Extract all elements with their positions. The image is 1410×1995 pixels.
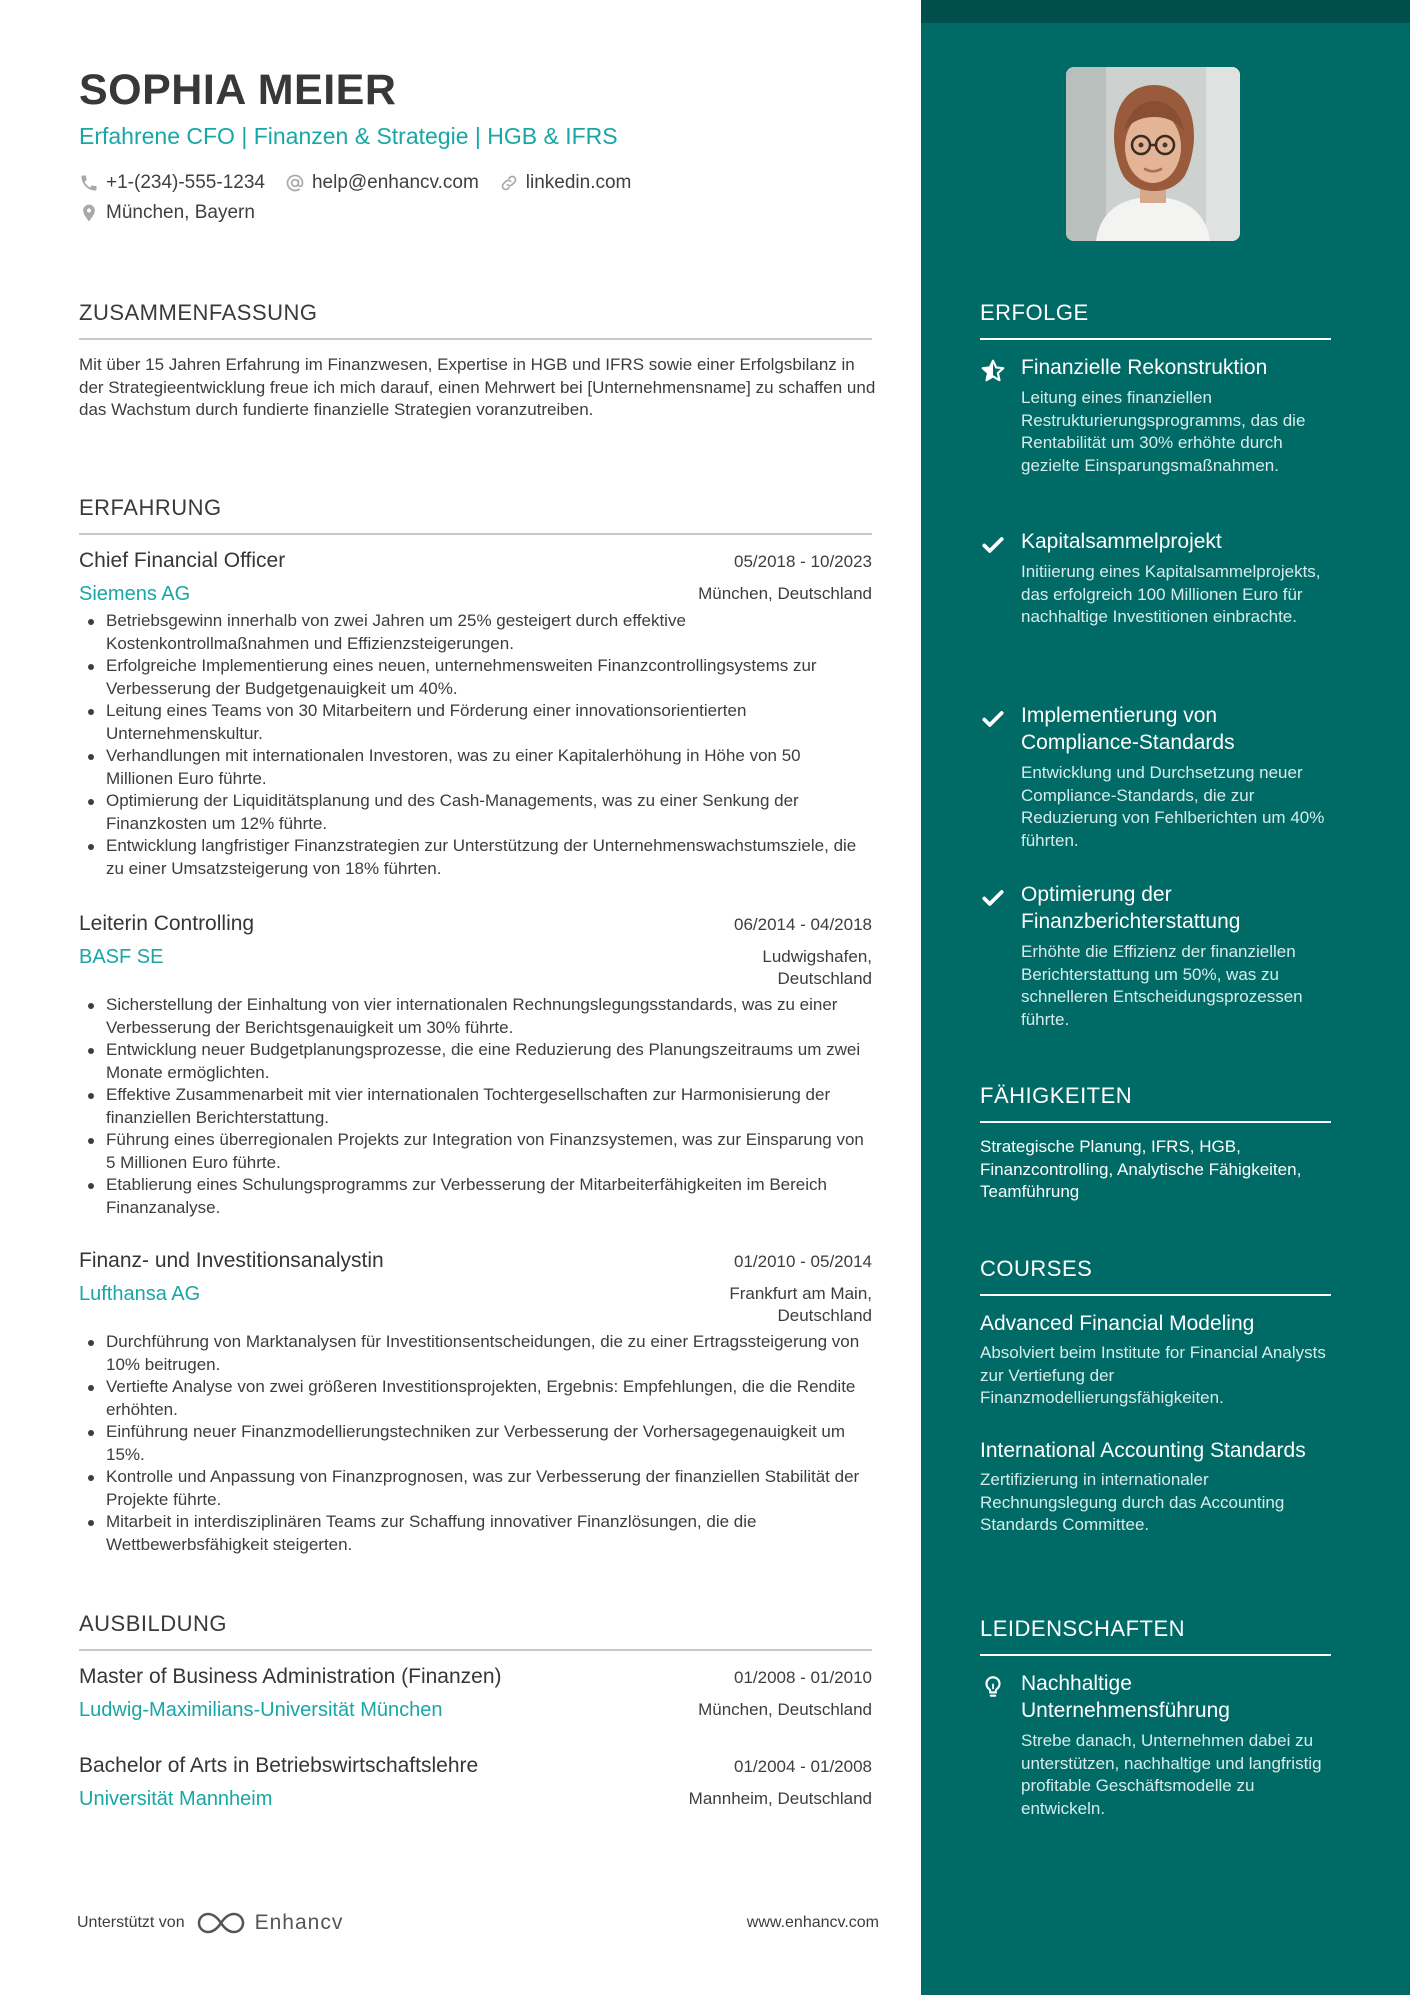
footer [77,1910,879,1936]
candidate-name: SOPHIA MEIER [79,66,397,114]
sidebar-top-band [921,0,1410,23]
passion-title: Nachhaltige Unternehmensführung [1021,1672,1230,1722]
bullet-item: Erfolgreiche Implementierung eines neuen, unternehmensweiten Finanzcontrollingsystems zur Verbesserung der Budgetgenauigkeit um 40%. [79,655,872,700]
achievement-item [980,881,1340,1031]
contact-info [79,168,651,228]
achievement-description: Leitung eines finanziellen Restrukturierungsprogramms, das die Rentabilität um 30% erhöhte durch gezielte Einsparungsmaßnahmen. [1021,388,1306,475]
linkedin-text: linkedin.com [525,172,632,193]
achievement-title: Finanzielle Rekonstruktion [1021,356,1268,379]
school-name: Universität Mannheim [79,1788,273,1810]
passions-divider [980,1654,1331,1656]
website-link[interactable]: www.enhancv.com [746,1914,879,1931]
experience-entry [79,912,872,1219]
achievements-divider [980,338,1331,340]
degree-title: Master of Business Administration (Finanzen) [79,1665,502,1688]
bullet-item: Effektive Zusammenarbeit mit vier internationalen Tochtergesellschaften zur Harmonisierung der finanziellen Berichterstattung. [79,1084,872,1129]
job-title: Leiterin Controlling [79,912,255,935]
job-title: Chief Financial Officer [79,549,286,572]
location-pin-icon [79,203,99,223]
passion-item [980,1670,1340,1820]
bullet-item: Einführung neuer Finanzmodellierungstechniken zur Verbesserung der Vorhersagegenauigkeit um 15%. [79,1421,872,1466]
job-location-line: Deutschland [777,1306,872,1325]
school-location: München, Deutschland [698,1700,872,1719]
check-icon [980,532,1006,558]
enhancv-logo-icon [197,1910,245,1936]
at-icon [285,173,305,193]
bullet-item: Betriebsgewinn innerhalb von zwei Jahren um 25% gesteigert durch effektive Kostenkontrollmaßnahmen und Effizienzsteigerungen. [79,610,872,655]
education-dates: 01/2004 - 01/2008 [733,1757,872,1776]
passion-description: Strebe danach, Unternehmen dabei zu unterstützen, nachhaltige und langfristig profitable Geschäftsmodelle zu entwickeln. [1021,1731,1322,1818]
experience-divider [79,533,872,535]
achievement-title: Kapitalsammelprojekt [1021,530,1222,553]
phone-text: +1-(234)-555-1234 [106,172,265,193]
degree-title: Bachelor of Arts in Betriebswirtschaftslehre [79,1754,479,1777]
profile-photo [1066,67,1240,241]
bullet-item: Vertiefte Analyse von zwei größeren Investitionsprojekten, Ergebnis: Empfehlungen, die die Rendite erhöhten. [79,1376,872,1421]
course-description: Zertifizierung in internationaler Rechnungslegung durch das Accounting Standards Committee. [980,1470,1285,1534]
company-name: BASF SE [79,946,164,968]
job-bullets [79,610,872,880]
bullet-item: Etablierung eines Schulungsprogramms zur Verbesserung der Mitarbeiterfähigkeiten im Bereich Finanzanalyse. [79,1174,872,1219]
course-item [980,1437,1340,1537]
education-divider [79,1649,872,1651]
courses-divider [980,1294,1331,1296]
contact-email[interactable] [285,172,479,194]
bullet-item: Kontrolle und Anpassung von Finanzprognosen, was zur Verbesserung der finanziellen Stabilität der Projekte führte. [79,1466,872,1511]
company-name: Siemens AG [79,583,191,605]
email-text: help@enhancv.com [311,172,479,193]
bullet-item: Sicherstellung der Einhaltung von vier internationalen Rechnungslegungsstandards, was zu einer Verbesserung der Berichtsgenauigkeit um 30% führte. [79,994,872,1039]
experience-heading: ERFAHRUNG [79,495,222,520]
job-location: München, Deutschland [698,584,872,603]
achievement-title: Optimierung der Finanzberichterstattung [1021,883,1241,933]
sidebar [921,0,1410,1995]
achievement-item [980,528,1340,629]
check-icon [980,706,1006,732]
brand-name: Enhancv [254,1911,344,1934]
education-dates: 01/2008 - 01/2010 [733,1668,872,1687]
contact-phone[interactable] [79,172,265,194]
phone-icon [79,173,99,193]
passions-heading: LEIDENSCHAFTEN [980,1616,1186,1641]
achievement-description: Entwicklung und Durchsetzung neuer Compliance-Standards, die zur Reduzierung von Fehlberichten um 40% führten. [1021,763,1325,850]
job-location-line: Frankfurt am Main, [729,1284,872,1303]
job-dates: 06/2014 - 04/2018 [733,915,872,934]
summary-heading: ZUSAMMENFASSUNG [79,300,318,325]
powered-by-text: Unterstützt von [77,1914,185,1931]
course-description: Absolviert beim Institute for Financial Analysts zur Vertiefung der Finanzmodellierungsfähigkeiten. [980,1343,1326,1407]
footer-branding [77,1910,343,1936]
achievement-item [980,354,1340,477]
skills-heading: FÄHIGKEITEN [980,1083,1133,1108]
job-location [762,946,872,990]
achievement-description: Erhöhte die Effizienz der finanziellen Berichterstattung um 50%, was zu schnelleren Entscheidungsprozessen führte. [1021,942,1303,1029]
job-location-line: Deutschland [777,969,872,988]
job-title: Finanz- und Investitionsanalystin [79,1249,384,1272]
achievements-heading: ERFOLGE [980,300,1089,325]
job-location-line: Ludwigshafen, [762,947,872,966]
contact-location [79,202,255,224]
company-name: Lufthansa AG [79,1283,201,1305]
job-dates: 01/2010 - 05/2014 [733,1252,872,1271]
candidate-headline: Erfahrene CFO | Finanzen & Strategie | HGB & IFRS [79,123,618,149]
education-entry [79,1665,872,1722]
contact-linkedin[interactable] [499,172,632,194]
bullet-item: Entwicklung langfristiger Finanzstrategien zur Unterstützung der Unternehmenswachstumsziele, die zu einer Umsatzsteigerung von 18% führten. [79,835,872,880]
course-title: Advanced Financial Modeling [980,1312,1255,1335]
school-location: Mannheim, Deutschland [688,1789,872,1808]
job-bullets [79,994,872,1219]
job-bullets [79,1331,872,1556]
experience-entry [79,549,872,880]
bullet-item: Verhandlungen mit internationalen Investoren, was zu einer Kapitalerhöhung in Höhe von 50 Millionen Euro führte. [79,745,872,790]
bullet-item: Leitung eines Teams von 30 Mitarbeitern und Förderung einer innovationsorientierten Unternehmenskultur. [79,700,872,745]
course-item [980,1310,1340,1410]
bullet-item: Entwicklung neuer Budgetplanungsprozesse, die eine Reduzierung des Planungszeitraums um zwei Monate ermöglichten. [79,1039,872,1084]
bullet-item: Optimierung der Liquiditätsplanung und des Cash-Managements, was zu einer Senkung der Finanzkosten um 12% führte. [79,790,872,835]
education-entry [79,1754,872,1811]
bullet-item: Mitarbeit in interdisziplinären Teams zur Schaffung innovativer Finanzlösungen, die die Wettbewerbsfähigkeit steigerten. [79,1511,872,1556]
job-location [729,1283,872,1327]
bullet-item: Führung eines überregionalen Projekts zur Integration von Finanzsystemen, was zur Einsparung von 5 Millionen Euro führte. [79,1129,872,1174]
check-icon [980,885,1006,911]
courses-heading: COURSES [980,1256,1093,1281]
summary-text: Mit über 15 Jahren Erfahrung im Finanzwesen, Expertise in HGB und IFRS sowie einer Erfolgsbilanz in der Strategieentwicklung freue ich mich darauf, einen Mehrwert bei [Unternehmensname] zu schaffen und das Wachstum durch fundierte finanzielle Strategien voranzutreiben. [79,355,876,419]
summary-divider [79,338,872,340]
star-half-icon [980,358,1006,384]
lightbulb-icon [980,1674,1006,1700]
location-text: München, Bayern [106,202,255,223]
course-title: International Accounting Standards [980,1439,1306,1462]
bullet-item: Durchführung von Marktanalysen für Investitionsentscheidungen, die zu einer Ertragssteigerung von 10% beitrugen. [79,1331,872,1376]
achievement-description: Initiierung eines Kapitalsammelprojekts, das erfolgreich 100 Millionen Euro für nachhaltige Investitionen einbrachte. [1021,562,1321,626]
portrait-image [1066,67,1240,241]
job-dates: 05/2018 - 10/2023 [733,552,872,571]
education-heading: AUSBILDUNG [79,1611,228,1636]
skills-list: Strategische Planung, IFRS, HGB, Finanzcontrolling, Analytische Fähigkeiten, Teamführung [980,1137,1302,1201]
experience-entry [79,1249,872,1556]
link-icon [499,173,519,193]
achievement-title: Implementierung von Compliance-Standards [1021,704,1235,754]
skills-divider [980,1121,1331,1123]
school-name: Ludwig-Maximilians-Universität München [79,1699,443,1721]
achievement-item [980,702,1340,852]
